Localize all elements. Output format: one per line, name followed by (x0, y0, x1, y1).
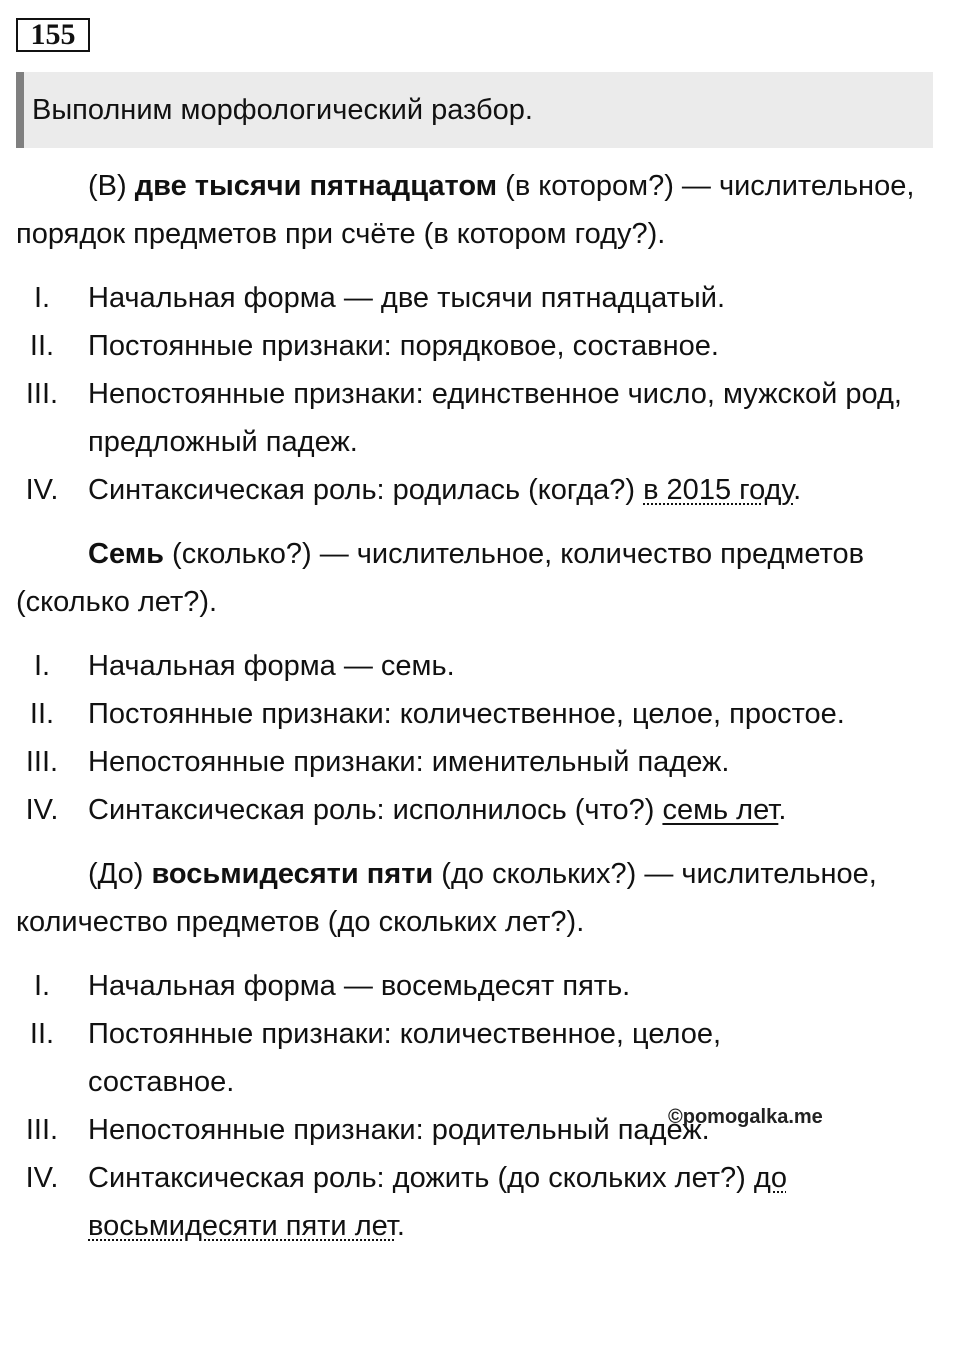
roman-numeral: I. (33, 650, 51, 682)
roman-numeral: I. (33, 282, 51, 314)
roman-numeral: II. (29, 330, 55, 362)
roman-numeral: III. (25, 1114, 59, 1146)
intro-banner (16, 72, 933, 148)
word-paragraph-3 (16, 850, 946, 946)
item-text: Непостоянные признаки: единственное число, мужской род, предложный падеж. (88, 378, 902, 458)
intro-text: Выполним морфологический разбор. (32, 94, 533, 126)
list-item (16, 786, 946, 834)
item-text: Синтаксическая роль: дожить (до скольких лет?) (88, 1162, 754, 1194)
underlined-subject: семь лет (662, 794, 779, 826)
list-item (16, 962, 946, 1010)
word-pre: (В) (88, 170, 135, 202)
list-item (16, 690, 946, 738)
list-item (16, 370, 946, 466)
word-pre: (До) (88, 858, 152, 890)
analyzed-word: две тысячи пятнадцатом (134, 170, 498, 202)
underlined-circumstance: до восьмидесяти пяти лет (88, 1162, 787, 1242)
roman-numeral: IV. (25, 1162, 59, 1194)
word-description: (до скольких?) — числительное, количество предметов (до скольких лет?). (16, 858, 877, 938)
word-description: (в котором?) — числительное, порядок предметов при счёте (в котором году?). (16, 170, 915, 250)
item-text-with-underline (88, 466, 946, 514)
list-item (16, 738, 946, 786)
item-end: . (793, 474, 802, 506)
list-item (16, 642, 946, 690)
roman-numeral: III. (25, 378, 59, 410)
watermark: ©pomogalka.me (668, 1106, 823, 1128)
underlined-circumstance: в 2015 году (643, 474, 794, 506)
analysis-list-1 (16, 274, 946, 514)
list-item (16, 322, 946, 370)
analysis-content (16, 162, 946, 1266)
item-text: Непостоянные признаки: именительный падеж. (88, 746, 730, 778)
list-item (16, 466, 946, 514)
task-number: 155 (16, 18, 90, 52)
roman-numeral: IV. (25, 474, 59, 506)
analyzed-word: восьмидесяти пяти (151, 858, 434, 890)
item-text: Начальная форма — семь. (88, 650, 455, 682)
item-text: Синтаксическая роль: исполнилось (что?) (88, 794, 663, 826)
item-end: . (396, 1210, 405, 1242)
item-text: Постоянные признаки: количественное, целое, простое. (88, 698, 845, 730)
roman-numeral: III. (25, 746, 59, 778)
roman-numeral: IV. (25, 794, 59, 826)
analysis-list-2 (16, 642, 946, 834)
roman-numeral: II. (29, 698, 55, 730)
item-text: Синтаксическая роль: родилась (когда?) (88, 474, 644, 506)
analyzed-word: Семь (88, 538, 164, 570)
item-text: Непостоянные признаки: родительный падеж. (88, 1114, 710, 1146)
word-paragraph-1 (16, 162, 946, 258)
list-item (16, 274, 946, 322)
item-end: . (778, 794, 787, 826)
list-item (16, 1154, 946, 1250)
word-paragraph-2 (16, 530, 946, 626)
word-description: (сколько?) — числительное, количество предметов (сколько лет?). (16, 538, 864, 618)
item-text: Начальная форма — две тысячи пятнадцатый. (88, 282, 726, 314)
list-item (16, 1010, 946, 1106)
item-text-with-underline (88, 786, 946, 834)
roman-numeral: I. (33, 970, 51, 1002)
roman-numeral: II. (29, 1018, 55, 1050)
item-text-with-underline (88, 1154, 946, 1250)
item-text: Начальная форма — восемьдесят пять. (88, 970, 631, 1002)
item-text: Постоянные признаки: порядковое, составное. (88, 330, 719, 362)
item-text: Постоянные признаки: количественное, целое, составное. (88, 1018, 722, 1098)
